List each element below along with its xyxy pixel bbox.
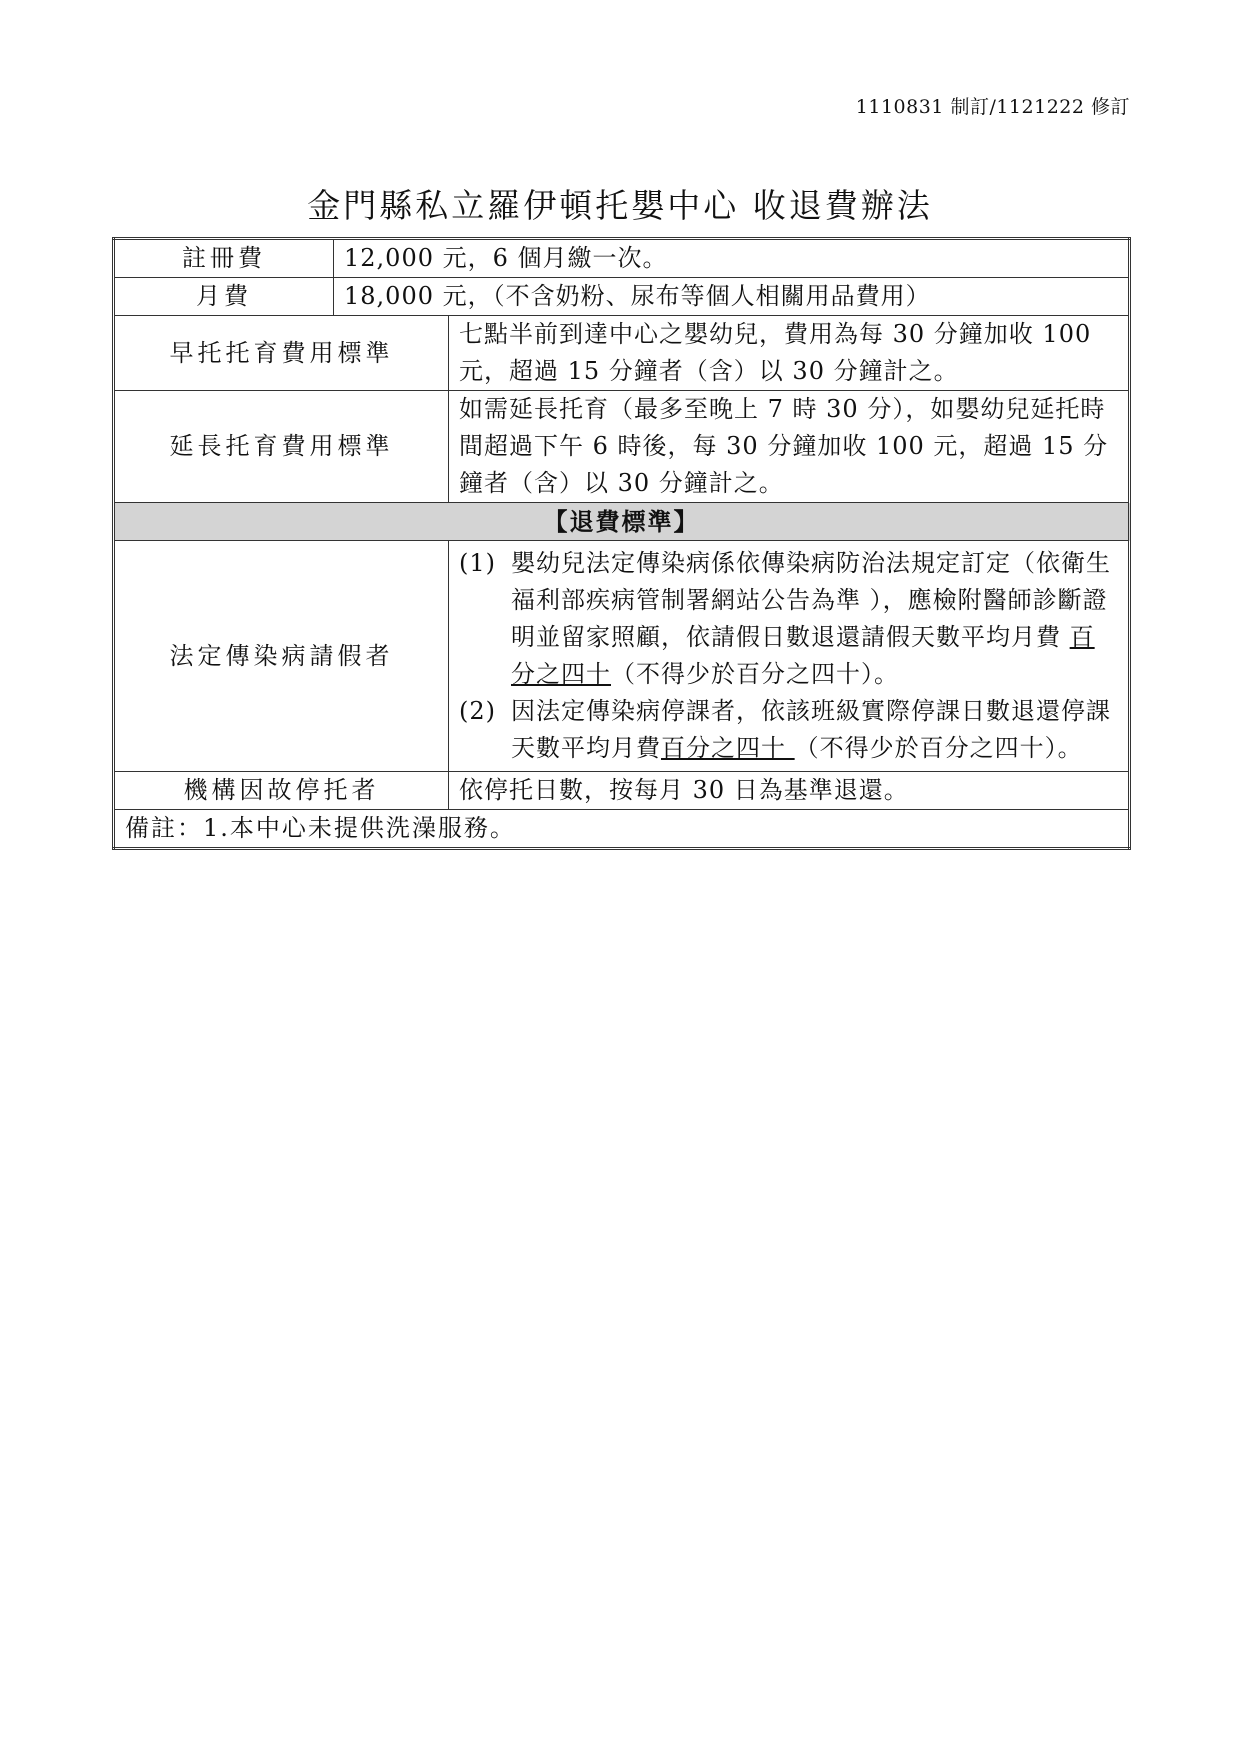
list-number: (1) — [459, 549, 496, 577]
page-title: 金門縣私立羅伊頓托嬰中心 收退費辦法 — [307, 186, 933, 225]
list-item — [459, 693, 1118, 767]
extended-care-value: 如需延長托育（最多至晚上 7 時 30 分），如嬰幼兒延托時間超過下午 6 時後，每 30 分鐘加收 100 元，超過 15 分鐘者（含）以 30 分鐘計之。 — [449, 391, 1130, 503]
table-row-note — [114, 810, 1130, 849]
table-row-early-care — [114, 316, 1130, 391]
rule-text: 嬰幼兒法定傳染病係依傳染病防治法規定訂定（依衛生福利部疾病管制署網站公告為準 ），應檢附醫師診斷證明並留家照顧，依請假日數退還請假天數平均月費 — [511, 549, 1111, 651]
table-row-registration — [114, 239, 1130, 278]
list-item — [459, 545, 1118, 693]
monthly-fee-label: 月費 — [114, 278, 334, 316]
closure-label: 機構因故停托者 — [114, 772, 449, 810]
early-care-label: 早托托育費用標準 — [114, 316, 449, 391]
table-row-closure — [114, 772, 1130, 810]
remarks: 備註：1.本中心未提供洗澡服務。 — [114, 810, 1130, 849]
table-row-monthly — [114, 278, 1130, 316]
list-text — [511, 545, 1118, 693]
registration-fee-label: 註冊費 — [114, 239, 334, 278]
fee-table — [112, 237, 1131, 850]
list-number: (2) — [459, 697, 496, 725]
underlined-rate: 百分之四十 — [511, 623, 1095, 688]
table-row-refund-header — [114, 503, 1130, 541]
disease-leave-rules — [449, 541, 1130, 772]
underlined-rate: 百分之四十 — [661, 734, 795, 762]
rule-text-end: （不得少於百分之四十）。 — [611, 660, 899, 688]
rule-text: 因法定傳染病停課者，依該班級實際停課日數退還停課天數平均月費 — [511, 697, 1111, 762]
early-care-value: 七點半前到達中心之嬰幼兒，費用為每 30 分鐘加收 100 元，超過 15 分鐘者（含）以 30 分鐘計之。 — [449, 316, 1130, 391]
disease-leave-label: 法定傳染病請假者 — [114, 541, 449, 772]
refund-section-title: 【退費標準】 — [114, 503, 1130, 541]
table-row-disease-leave — [114, 541, 1130, 772]
revision-note: 1110831 制訂/1121222 修訂 — [855, 96, 1130, 118]
rule-text-end: （不得少於百分之四十）。 — [794, 734, 1083, 762]
table-row-extended-care — [114, 391, 1130, 503]
list-text — [511, 693, 1118, 767]
monthly-fee-value: 18,000 元，（不含奶粉、尿布等個人相關用品費用） — [334, 278, 1130, 316]
registration-fee-value: 12,000 元，6 個月繳一次。 — [334, 239, 1130, 278]
extended-care-label: 延長托育費用標準 — [114, 391, 449, 503]
closure-value: 依停托日數，按每月 30 日為基準退還。 — [449, 772, 1130, 810]
